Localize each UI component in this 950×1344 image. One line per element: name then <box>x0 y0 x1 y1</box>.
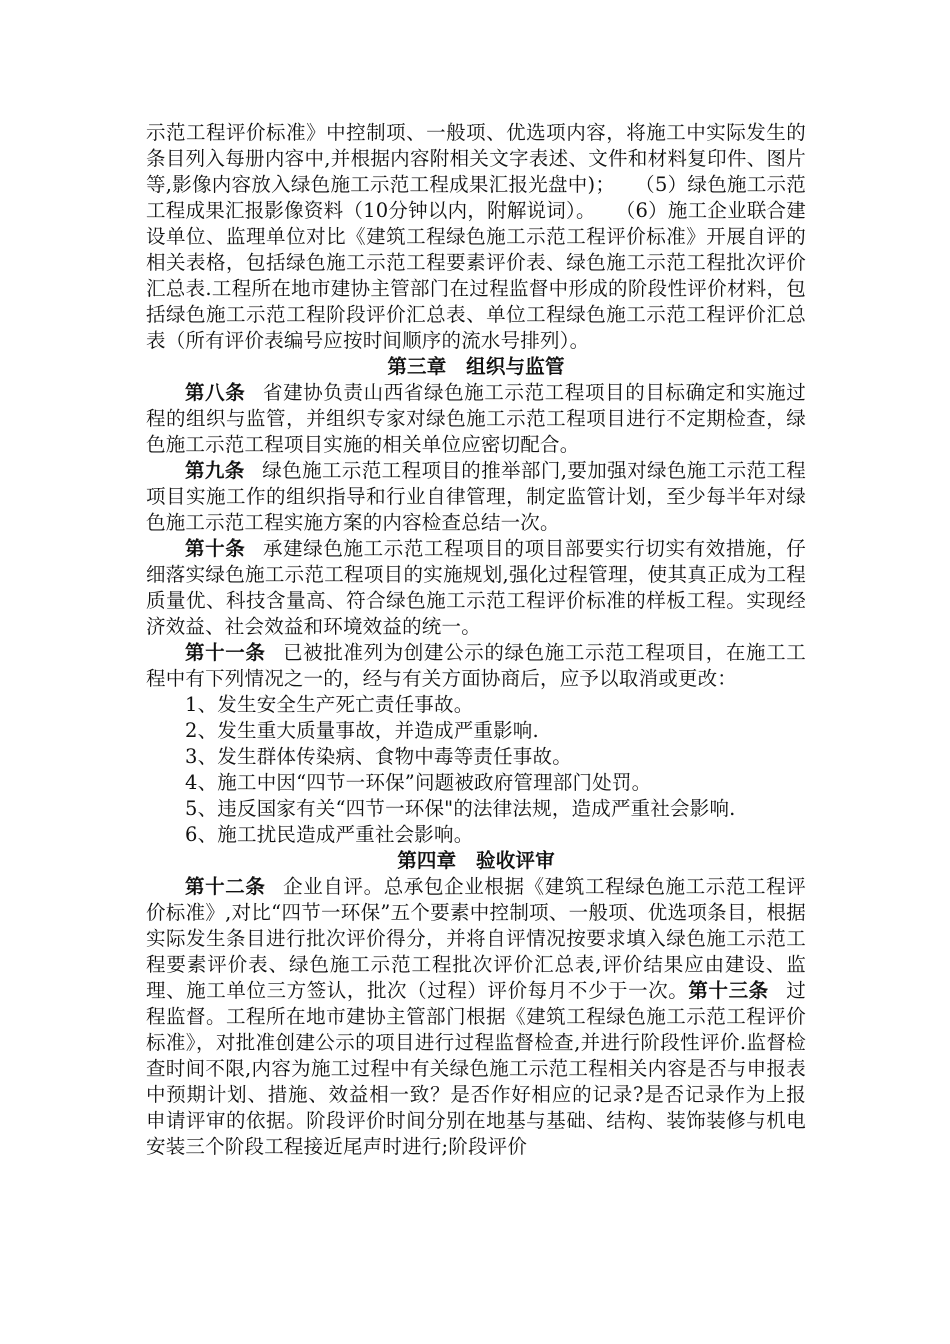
article-11-label: 第十一条 <box>185 641 266 664</box>
list-item: 5、违反国家有关“四节一环保"的法律法规，造成严重社会影响. <box>185 797 736 820</box>
article-9-label: 第九条 <box>185 459 245 482</box>
list-item: 6、施工扰民造成严重社会影响。 <box>185 823 474 846</box>
list-item: 4、施工中因“四节一环保”问题被政府管理部门处罚。 <box>185 771 652 794</box>
article-12-13 <box>146 874 806 1160</box>
article-8-text: 省建协负责山西省绿色施工示范工程项目的目标确定和实施过程的组织与监管，并组织专家对绿色施工示范工程项目进行不定期检查，绿色施工示范工程项目实施的相关单位应密切配合。 <box>146 381 806 456</box>
chapter-4-heading: 第四章 验收评审 <box>397 849 555 872</box>
article-10-text: 承建绿色施工示范工程项目的项目部要实行切实有效措施，仔细落实绿色施工示范工程项目的实施规划,强化过程管理，使其真正成为工程质量优、科技含量高、符合绿色施工示范工程评价标准的样板工程。实现经济效益、社会效益和环境效益的统一。 <box>146 537 806 638</box>
article-13-label: 第十三条 <box>688 979 769 1002</box>
article-8-label: 第八条 <box>185 381 246 404</box>
article-12-label: 第十二条 <box>185 875 266 898</box>
chapter-3-heading: 第三章 组织与监管 <box>387 355 565 378</box>
article-8 <box>146 380 806 458</box>
article-11-text: 已被批准列为创建公示的绿色施工示范工程项目，在施工工程中有下列情况之一的，经与有关方面协商后，应予以取消或更改： <box>146 641 806 690</box>
article-12-text: 企业自评。总承包企业根据《建筑工程绿色施工示范工程评价标准》,对比“四节一环保”五个要素中控制项、一般项、优选项条目，根据实际发生条目进行批次评价得分，并将自评情况按要求填入绿色施工示范工程要素评价表、绿色施工示范工程批次评价汇总表,评价结果应由建设、监理、施工单位三方签认，批次（过程）评价每月不少于一次。 <box>146 875 806 1002</box>
paragraph-intro: 示范工程评价标准》中控制项、一般项、优选项内容，将施工中实际发生的条目列入每册内容中,并根据内容附相关文字表述、文件和材料复印件、图片等,影像内容放入绿色施工示范工程成果汇报光盘中)； （5）绿色施工示范工程成果汇报影像资料（10分钟以内，附解说词）。 （6）施工企业联合建设单位、监理单位对比《建筑工程绿色施工示范工程评价标准》开展自评的相关表格，包括绿色施工示范工程要素评价表、绿色施工示范工程批次评价汇总表.工程所在地市建协主管部门在过程监督中形成的阶段性评价材料，包括绿色施工示范工程阶段评价汇总表、单位工程绿色施工示范工程评价汇总表（所有评价表编号应按时间顺序的流水号排列）。 <box>146 121 806 352</box>
article-11 <box>146 640 806 692</box>
article-10 <box>146 536 806 640</box>
article-10-label: 第十条 <box>185 537 246 560</box>
document-page <box>146 120 806 1160</box>
article-9 <box>146 458 806 536</box>
list-item: 1、发生安全生产死亡责任事故。 <box>185 693 474 716</box>
article-9-text: 绿色施工示范工程项目的推举部门,要加强对绿色施工示范工程项目实施工作的组织指导和行业自律管理，制定监管计划，至少每半年对绿色施工示范工程实施方案的内容检查总结一次。 <box>146 459 806 534</box>
list-item: 2、发生重大质量事故，并造成严重影响. <box>185 719 539 742</box>
article-13-text: 过程监督。工程所在地市建协主管部门根据《建筑工程绿色施工示范工程评价标准》，对批准创建公示的项目进行过程监督检查,并进行阶段性评价.监督检查时间不限,内容为施工过程中有关绿色施工示范工程相关内容是否与申报表中预期计划、措施、效益相一致？是否作好相应的记录?是否记录作为上报申请评审的依据。阶段评价时间分别在地基与基础、结构、装饰装修与机电安装三个阶段工程接近尾声时进行;阶段评价 <box>146 979 806 1158</box>
list-item: 3、发生群体传染病、食物中毒等责任事故。 <box>185 745 572 768</box>
